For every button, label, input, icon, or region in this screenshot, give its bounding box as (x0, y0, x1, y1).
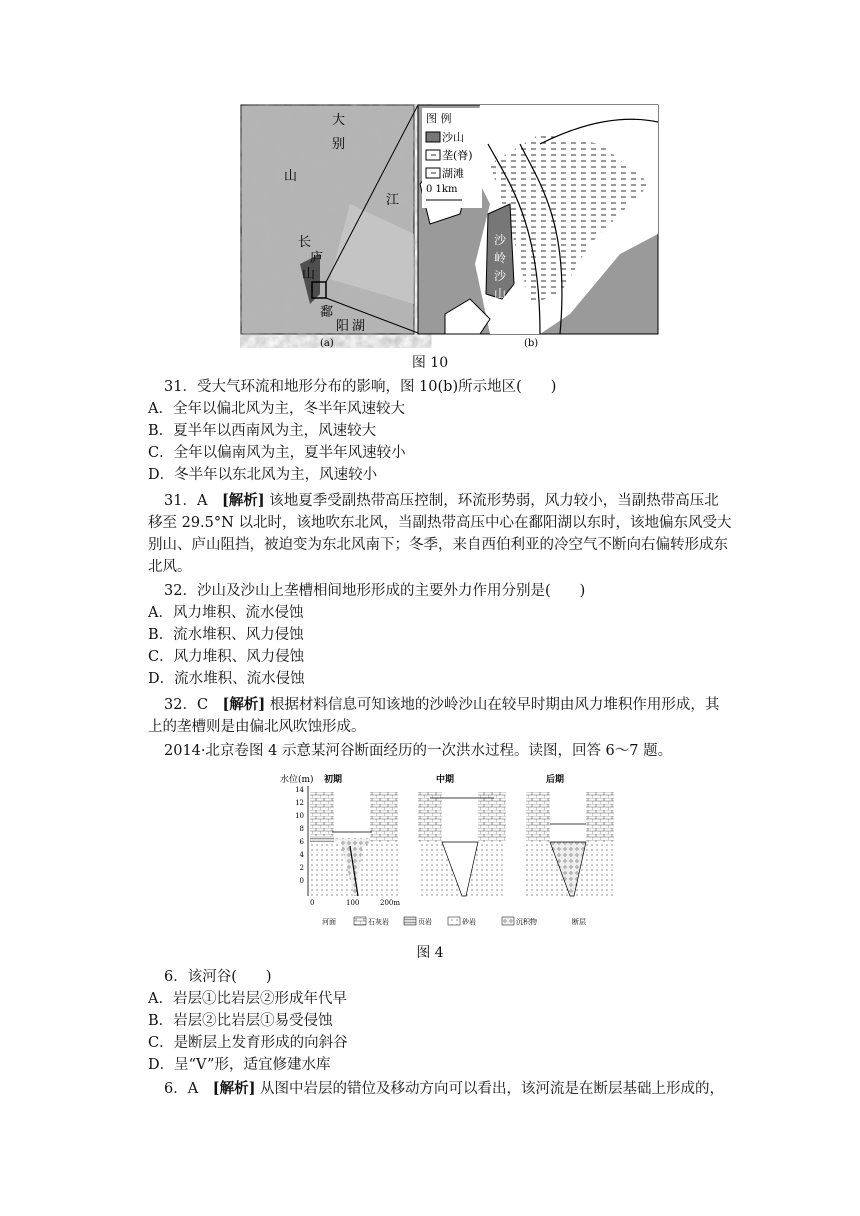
q32-option-c: C．风力堆积、风力侵蚀 (148, 649, 305, 665)
q31-option-b: B．夏半年以西南风为主，风速较大 (148, 423, 377, 439)
sub-label-b: (b) (524, 338, 539, 348)
label-a-7: 鄱 (320, 305, 334, 320)
fig4-legend-0: 河面 (322, 918, 336, 926)
q31-answer-line-2: 别山、庐山阻挡，被迫变为东北风南下；冬季，来自西伯利亚的冷空气不断向右偏转形成东 (148, 537, 728, 553)
label-a-8: 阳 (336, 319, 350, 334)
q31-option-c: C．全年以偏南风为主，夏半年风速较小 (148, 445, 406, 461)
q32-answer-line-0 (164, 694, 719, 716)
ytick-8: 8 (299, 825, 304, 833)
label-a-0: 大 (332, 113, 346, 128)
figure-4-caption: 图 4 (416, 945, 444, 961)
label-a-4: 长 (298, 235, 312, 250)
q6-answer-line-0 (164, 1078, 724, 1100)
panel-middle (418, 773, 506, 896)
q31-answer-text-0: 该地夏季受副热带高压控制，环流形势弱，风力较小，当副热带高压北 (264, 493, 719, 509)
fig4-legend-4: 沉积物 (516, 918, 537, 926)
dune-label-3: 山 (494, 287, 507, 301)
q6-option-c: C．是断层上发育形成的向斜谷 (148, 1035, 348, 1051)
q31-stem: 31．受大气环流和地形分布的影响，图 10(b)所示地区( ) (164, 379, 557, 395)
label-a-1: 别 (332, 137, 346, 152)
q32-answer-text-0: 根据材料信息可知该地的沙岭沙山在较早时期由风力堆积作用形成，其 (265, 697, 720, 713)
panel-label-late: 后期 (546, 775, 565, 785)
q31-option-d: D．冬半年以东北风为主，风速较小 (148, 467, 378, 483)
q32-answer-line-1: 上的垄槽则是由偏北风吹蚀形成。 (148, 719, 366, 735)
fig4-legend-5: 断层 (572, 918, 586, 926)
panel-early (310, 773, 398, 896)
fig4-ylabel: 水位(m) (280, 775, 314, 785)
map-panel-b (418, 105, 658, 334)
ytick-6: 6 (299, 838, 304, 846)
q31-answer-prefix: 31．A (164, 493, 222, 509)
ytick-12: 12 (295, 799, 304, 807)
q31-answer-line-3: 北风。 (148, 559, 192, 575)
panel-label-middle: 中期 (436, 775, 455, 785)
dune-label-2: 沙 (494, 269, 507, 283)
ytick-2: 2 (299, 864, 304, 872)
intro-text: 2014·北京卷图 4 示意某河谷断面经历的一次洪水过程。读图，回答 6～7 题。 (164, 743, 673, 759)
q6-answer-text-0: 从图中岩层的错位及移动方向可以看出，该河流是在断层基础上形成的， (255, 1081, 725, 1097)
q32-answer-tag: [解析] (222, 696, 266, 713)
dune-label-1: 岭 (494, 251, 507, 265)
q32-answer-prefix: 32．C (164, 697, 223, 713)
legend-item-0: 沙山 (442, 131, 464, 144)
xtick-200: 200m (380, 899, 400, 907)
label-a-2: 山 (284, 169, 298, 184)
ytick-0: 0 (299, 877, 304, 885)
label-a-5: 庐 (310, 251, 324, 266)
label-a-3: 江 (386, 193, 400, 208)
fig4-legend-1: 石灰岩 (368, 918, 389, 926)
sub-label-a: (a) (320, 338, 334, 348)
q6-option-a: A．岩层①比岩层②形成年代早 (148, 991, 347, 1007)
q6-answer-tag: [解析] (212, 1080, 256, 1097)
xtick-100: 100 (346, 899, 360, 907)
legend-title: 图 例 (426, 112, 452, 125)
q32-stem: 32．沙山及沙山上垄槽相间地形形成的主要外力作用分别是( ) (164, 583, 586, 599)
figure-10 (240, 104, 660, 348)
q31-option-a: A．全年以偏北风为主，冬半年风速较大 (148, 401, 405, 417)
q32-option-d: D．流水堆积、流水侵蚀 (148, 671, 305, 687)
legend-item-1: 垄(脊) (442, 149, 473, 162)
q32-option-b: B．流水堆积、风力侵蚀 (148, 627, 304, 643)
q6-stem: 6．该河谷( ) (164, 969, 272, 985)
q31-answer-tag: [解析] (221, 492, 265, 509)
xtick-0: 0 (310, 899, 315, 907)
q32-option-a: A．风力堆积、流水侵蚀 (148, 605, 304, 621)
label-a-9: 湖 (352, 319, 366, 334)
q6-option-d: D．呈“V”形，适宜修建水库 (148, 1057, 331, 1073)
figure-4 (280, 768, 620, 930)
dune-label-0: 沙 (494, 233, 507, 247)
panel-label-early: 初期 (324, 775, 343, 785)
fig4-legend-3: 砂岩 (462, 918, 476, 926)
q6-answer-prefix: 6．A (164, 1081, 213, 1097)
label-a-6: 山 (302, 267, 316, 282)
ytick-14: 14 (295, 786, 304, 794)
q31-answer-line-0 (164, 490, 719, 512)
ytick-10: 10 (295, 812, 304, 820)
panel-late (526, 773, 614, 896)
satellite-panel-a (241, 105, 414, 334)
legend-item-2: 湖滩 (442, 167, 464, 180)
scale-label: 0 1km (426, 184, 458, 195)
q6-option-b: B．岩层②比岩层①易受侵蚀 (148, 1013, 333, 1029)
ytick-4: 4 (299, 851, 304, 859)
fig4-legend-2: 页岩 (418, 918, 432, 926)
q31-answer-line-1: 移至 29.5°N 以北时，该地吹东北风，当副热带高压中心在鄱阳湖以东时，该地偏东风受大 (148, 515, 732, 531)
figure-10-caption: 图 10 (411, 355, 449, 371)
